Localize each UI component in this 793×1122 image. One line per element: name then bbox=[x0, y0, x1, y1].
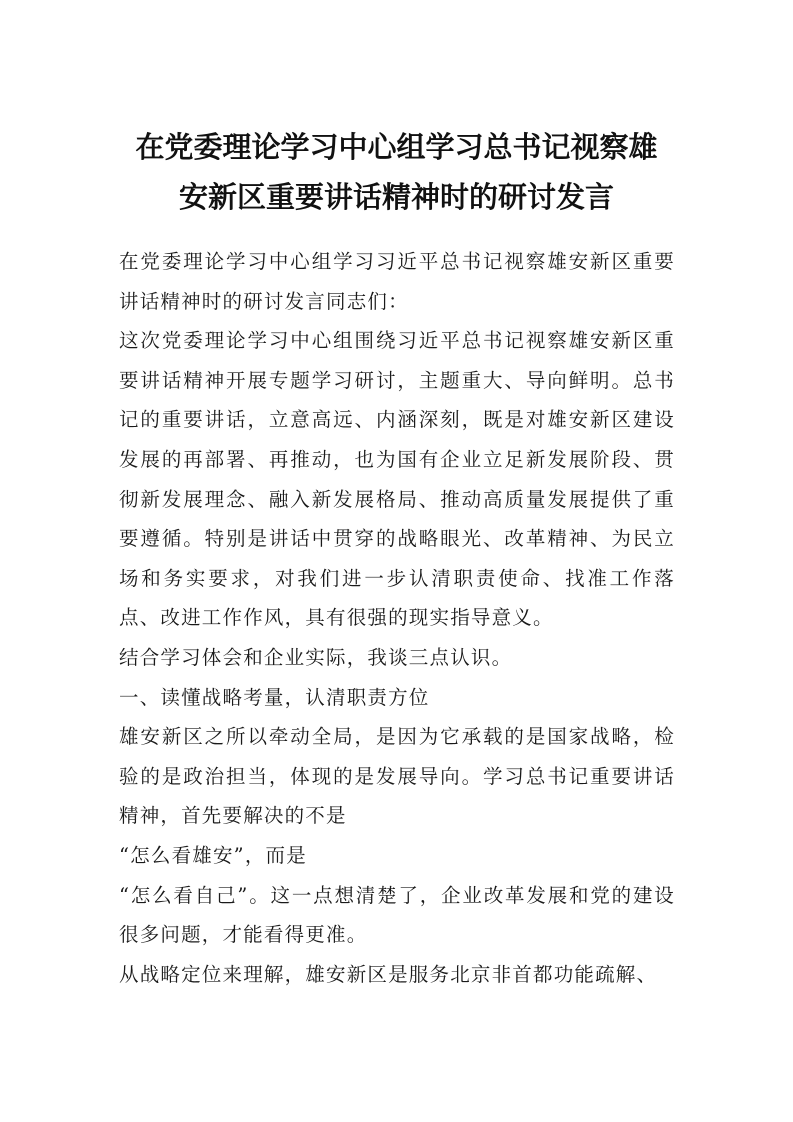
paragraph-summary: 结合学习体会和企业实际，我谈三点认识。 bbox=[119, 645, 513, 669]
paragraph-intro: 这次党委理论学习中心组围绕习近平总书记视察雄安新区重要讲话精神开展专题学习研讨，主题重大、导向鲜明。总书记的重要讲话，立意高远、内涵深刻，既是对雄安新区建设发展的再部署、再推动，也为国有企业立足新发展阶段、贯彻新发展理念、融入新发展格局、推动高质量发展提供了重要遵循。特别是讲话中贯穿的战略眼光、改革精神、为民立场和务实要求，对我们进一步认清职责使命、找准工作落点、改进工作作风，具有很强的现实指导意义。 bbox=[119, 329, 675, 630]
paragraph-quote-2: “怎么看自己”。这一点想清楚了，企业改革发展和党的建设很多问题，才能看得更准。 bbox=[119, 883, 675, 947]
section-heading-1: 一、读懂战略考量，认清职责方位 bbox=[119, 685, 430, 709]
paragraph-section-1: 雄安新区之所以牵动全局，是因为它承载的是国家战略，检验的是政治担当，体现的是发展导向。学习总书记重要讲话精神，首先要解决的不是 bbox=[119, 725, 675, 828]
paragraph-quote-1: “怎么看雄安”，而是 bbox=[119, 843, 307, 867]
document-title bbox=[100, 122, 693, 222]
paragraph-strategy: 从战略定位来理解，雄安新区是服务北京非首都功能疏解、 bbox=[119, 962, 658, 986]
title-line-2: 安新区重要讲话精神时的研讨发言 bbox=[178, 180, 614, 214]
document-body bbox=[119, 242, 675, 994]
title-line-1: 在党委理论学习中心组学习总书记视察雄 bbox=[135, 130, 658, 164]
paragraph-greeting: 在党委理论学习中心组学习习近平总书记视察雄安新区重要讲话精神时的研讨发言同志们： bbox=[119, 250, 675, 313]
